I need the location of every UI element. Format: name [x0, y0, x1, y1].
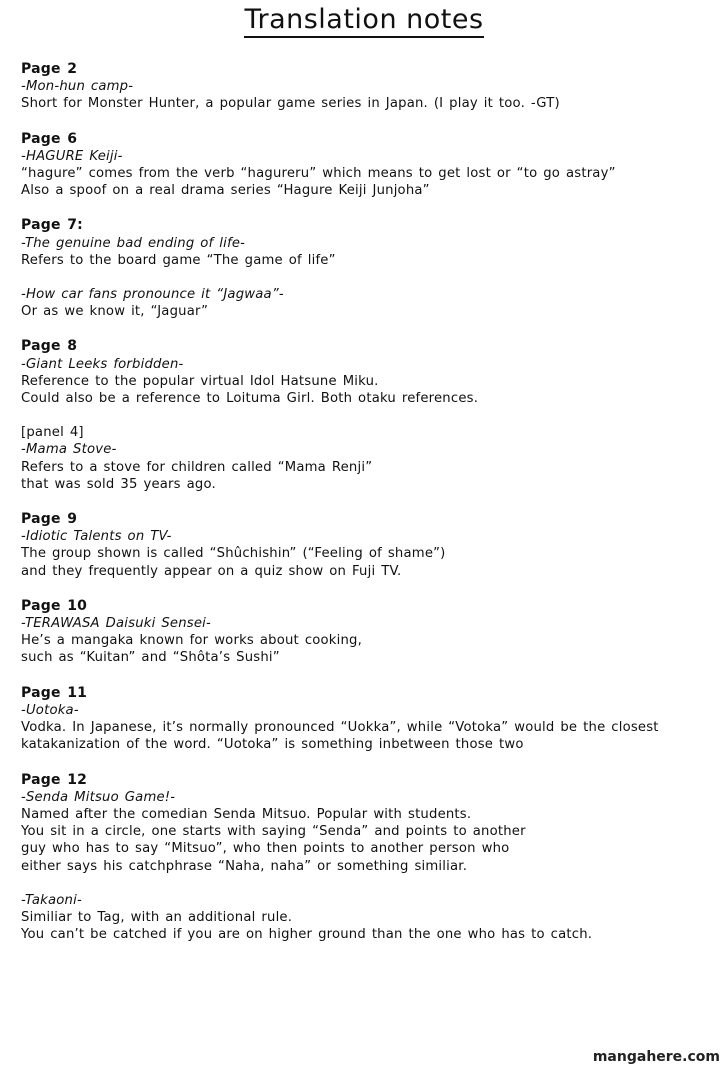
page-heading: Page 9: [21, 511, 78, 528]
note-term: -How car fans pronounce it “Jagwaa”-: [21, 287, 284, 303]
note-line: Could also be a reference to Loituma Girl. Both otaku references.: [21, 391, 479, 407]
note-section: [21, 598, 711, 667]
note-line: “hagure” comes from the verb “hagureru” which means to get lost or “to go astray”: [21, 166, 616, 182]
note-line: Also a spoof on a real drama series “Hagure Keiji Junjoha”: [21, 183, 430, 199]
note-line: Or as we know it, “Jaguar”: [21, 304, 209, 320]
note-section: [21, 217, 711, 320]
note-line: Named after the comedian Senda Mitsuo. Popular with students.: [21, 806, 472, 822]
page-heading: Page 7:: [21, 217, 83, 234]
note-section: [21, 685, 711, 754]
page-heading: Page 2: [21, 61, 78, 77]
page-title: Translation notes: [0, 4, 728, 35]
note-section: [21, 61, 711, 113]
notes-content: [21, 61, 711, 961]
note-line: You can’t be catched if you are on higher ground than the one who has to catch.: [21, 927, 593, 943]
note-line: Similiar to Tag, with an additional rule.: [21, 909, 293, 925]
page-heading: Page 10: [21, 597, 88, 614]
watermark: mangahere.com: [592, 1049, 720, 1065]
note-term: -The genuine bad ending of life-: [21, 235, 246, 251]
note-line: He’s a mangaka known for works about cooking,: [21, 633, 363, 649]
note-line: guy who has to say “Mitsuo”, who then points to another person who: [21, 841, 510, 857]
note-line: Reference to the popular virtual Idol Hatsune Miku.: [21, 373, 379, 389]
note-line: such as “Kuitan” and “Shôta’s Sushi”: [21, 650, 280, 666]
note-line: Short for Monster Hunter, a popular game series in Japan. (I play it too. -GT): [21, 96, 560, 112]
note-line: Refers to a stove for children called “Mama Renji”: [21, 459, 373, 475]
note-line: Vodka. In Japanese, it’s normally pronounced “Uokka”, while “Votoka” would be the closest: [21, 720, 659, 736]
note-term: -HAGURE Keiji-: [21, 148, 123, 164]
note-term: -Mama Stove-: [21, 442, 117, 458]
note-term: -Idiotic Talents on TV-: [21, 529, 172, 545]
page-heading: Page 11: [21, 684, 88, 701]
note-line: katakanization of the word. “Uotoka” is something inbetween those two: [21, 737, 524, 753]
note-term: -Mon-hun camp-: [21, 79, 134, 95]
note-term: -Senda Mitsuo Game!-: [21, 789, 176, 805]
note-line: and they frequently appear on a quiz show on Fuji TV.: [21, 563, 402, 579]
note-line: either says his catchphrase “Naha, naha” or something similiar.: [21, 858, 468, 874]
page-heading: Page 12: [21, 771, 88, 788]
note-term: -Uotoka-: [21, 702, 79, 718]
note-section: [21, 772, 711, 944]
note-section: [21, 131, 711, 200]
note-section: [21, 338, 711, 493]
note-line: that was sold 35 years ago.: [21, 476, 216, 492]
note-section: [21, 511, 711, 580]
note-term: -Giant Leeks forbidden-: [21, 356, 184, 372]
page-heading: Page 6: [21, 130, 78, 147]
note-line: Refers to the board game “The game of life”: [21, 252, 336, 268]
panel-label: [panel 4]: [21, 425, 84, 441]
note-term: -TERAWASA Daisuki Sensei-: [21, 616, 211, 632]
note-line: The group shown is called “Shûchishin” (“Feeling of shame”): [21, 546, 446, 562]
note-line: You sit in a circle, one starts with saying “Senda” and points to another: [21, 824, 526, 840]
page-heading: Page 8: [21, 338, 78, 355]
note-term: -Takaoni-: [21, 892, 82, 908]
